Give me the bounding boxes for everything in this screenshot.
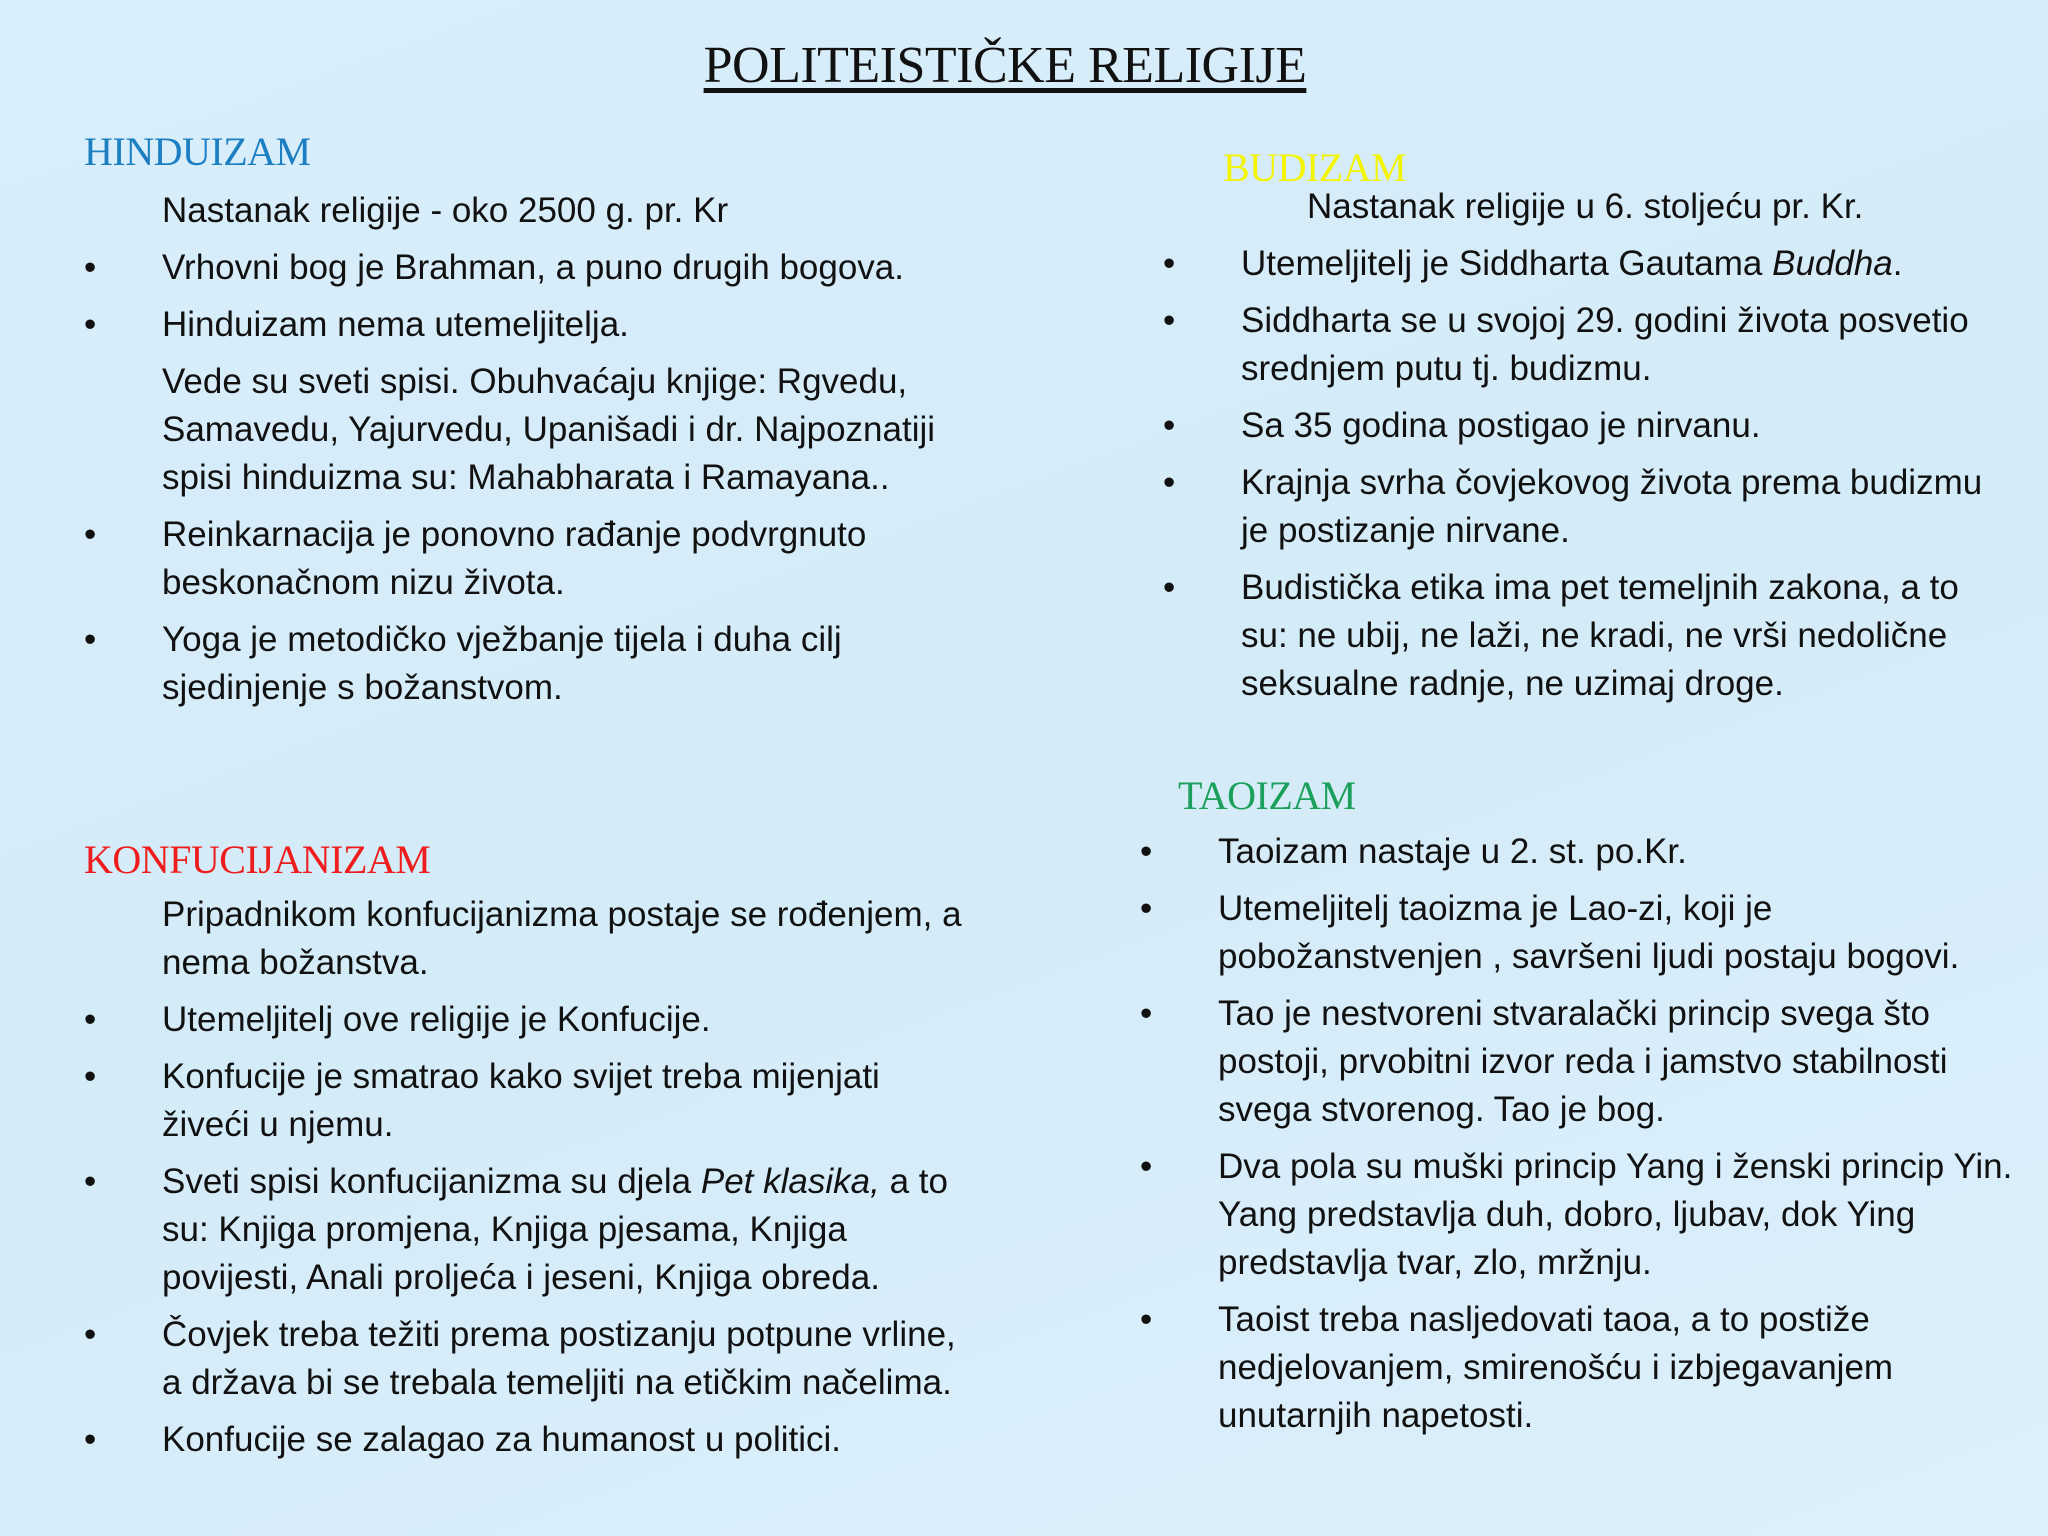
heading-konfucijanizam: KONFUCIJANIZAM xyxy=(84,837,431,882)
list-item: • Yoga je metodičko vježbanje tijela i duha cilj sjedinjenje s božanstvom. xyxy=(84,616,964,712)
section-taoizam xyxy=(1140,772,2020,1440)
bullet-icon: • xyxy=(1163,463,1176,502)
bullet-icon: • xyxy=(1140,1300,1153,1339)
heading-taoizam: TAOIZAM xyxy=(1178,773,1356,818)
list-item: • Konfucije je smatrao kako svijet treba mijenjati živeći u njemu. xyxy=(84,1053,964,1149)
hinduizam-list-2 xyxy=(84,511,964,712)
budizam-intro: Nastanak religije u 6. stoljeću pr. Kr. xyxy=(1307,187,1864,226)
budizam-list xyxy=(1163,240,2013,708)
list-item: • Utemeljitelj je Siddharta Gautama Buddha. xyxy=(1163,240,2013,288)
konfucijanizam-intro: Pripadnikom konfucijanizma postaje se rođenjem, a nema božanstva. xyxy=(162,895,962,982)
list-item: • Utemeljitelj taoizma je Lao-zi, koji je pobožanstvenjen , savršeni ljudi postaju bogovi. xyxy=(1140,885,2020,981)
bullet-icon: • xyxy=(1163,568,1176,607)
hinduizam-list xyxy=(84,244,964,349)
list-item: • Siddharta se u svojoj 29. godini života posvetio srednjem putu tj. budizmu. xyxy=(1163,297,2013,393)
bullet-icon: • xyxy=(1140,994,1153,1033)
bullet-icon: • xyxy=(84,248,97,287)
list-item: • Vrhovni bog je Brahman, a puno drugih bogova. xyxy=(84,244,964,292)
list-item: • Sa 35 godina postigao je nirvanu. xyxy=(1163,402,2013,450)
list-item: • Hinduizam nema utemeljitelja. xyxy=(84,301,964,349)
bullet-icon: • xyxy=(84,1057,97,1096)
section-budizam xyxy=(1163,144,2013,708)
list-item: • Konfucije se zalagao za humanost u politici. xyxy=(84,1416,964,1464)
hinduizam-intro: Nastanak religije - oko 2500 g. pr. Kr xyxy=(162,191,729,230)
bullet-icon: • xyxy=(84,305,97,344)
list-item: • Reinkarnacija je ponovno rađanje podvrgnuto beskonačnom nizu života. xyxy=(84,511,964,607)
bullet-icon: • xyxy=(1163,301,1176,340)
bullet-icon: • xyxy=(1163,406,1176,445)
bullet-icon: • xyxy=(1140,1147,1153,1186)
list-item: • Budistička etika ima pet temeljnih zakona, a to su: ne ubij, ne laži, ne kradi, ne vrši nedolične seksualne radnje, ne uzimaj droge. xyxy=(1163,564,2013,708)
bullet-icon: • xyxy=(84,1000,97,1039)
list-item: • Čovjek treba težiti prema postizanju potpune vrline, a država bi se trebala temeljiti na etičkim načelima. xyxy=(84,1311,964,1407)
bullet-icon: • xyxy=(1163,244,1176,283)
section-hinduizam xyxy=(84,128,964,712)
bullet-icon: • xyxy=(84,1420,97,1459)
heading-budizam: BUDIZAM xyxy=(1223,145,1407,190)
list-item: • Utemeljitelj ove religije je Konfucije. xyxy=(84,996,964,1044)
bullet-icon: • xyxy=(84,1162,97,1201)
list-item: • Dva pola su muški princip Yang i ženski princip Yin. Yang predstavlja duh, dobro, ljubav, dok Ying predstavlja tvar, zlo, mržnju. xyxy=(1140,1143,2020,1287)
heading-hinduizam: HINDUIZAM xyxy=(84,129,311,174)
page-title: POLITEISTIČKE RELIGIJE xyxy=(703,37,1307,94)
list-item: • Tao je nestvoreni stvaralački princip svega što postoji, prvobitni izvor reda i jamstvo stabilnosti svega stvorenog. Tao je bog. xyxy=(1140,990,2020,1134)
bullet-icon: • xyxy=(1140,832,1153,871)
section-konfucijanizam xyxy=(84,836,964,1464)
hinduizam-paragraph: Vede su sveti spisi. Obuhvaćaju knjige: Rgvedu, Samavedu, Yajurvedu, Upanišadi i dr. Najpoznatiji spisi hinduizma su: Mahabharata i Ramayana.. xyxy=(162,362,936,497)
konfucijanizam-list xyxy=(84,996,964,1464)
taoizam-list xyxy=(1140,828,2020,1440)
bullet-icon: • xyxy=(1140,889,1153,928)
list-item: • Krajnja svrha čovjekovog života prema budizmu je postizanje nirvane. xyxy=(1163,459,2013,555)
list-item: • Taoist treba nasljedovati taoa, a to postiže nedjelovanjem, smirenošću i izbjegavanjem unutarnjih napetosti. xyxy=(1140,1296,2020,1440)
list-item: • Sveti spisi konfucijanizma su djela Pet klasika, a to su: Knjiga promjena, Knjiga pjesama, Knjiga povijesti, Anali proljeća i jeseni, Knjiga obreda. xyxy=(84,1158,964,1302)
bullet-icon: • xyxy=(84,515,97,554)
list-item: • Taoizam nastaje u 2. st. po.Kr. xyxy=(1140,828,2020,876)
bullet-icon: • xyxy=(84,1315,97,1354)
bullet-icon: • xyxy=(84,620,97,659)
